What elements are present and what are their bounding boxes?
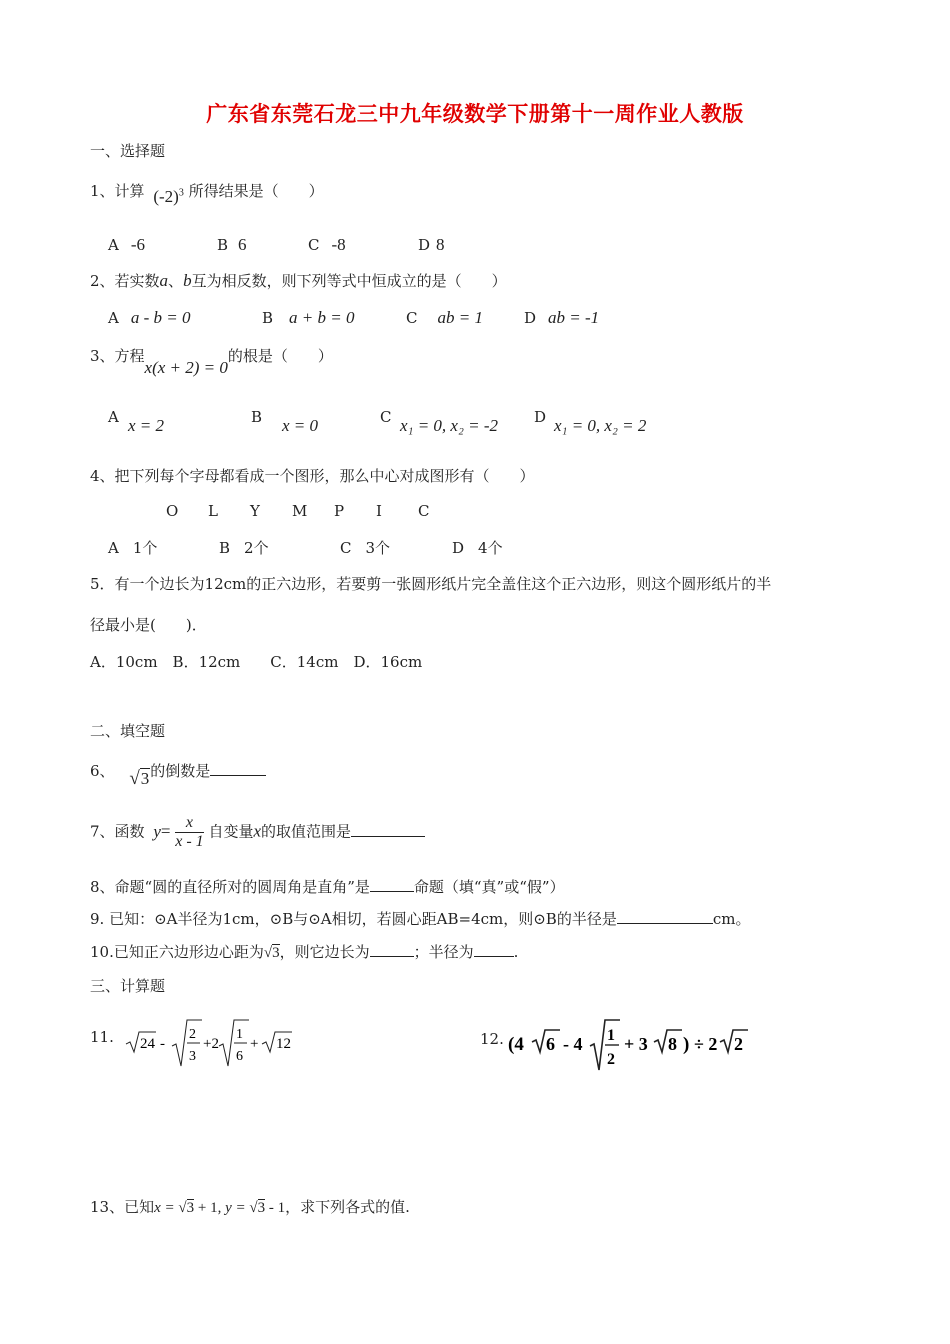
q11-minus: -	[160, 1036, 165, 1052]
q4-option-a: A 1个	[108, 539, 158, 557]
q12-r3: 2	[734, 1034, 743, 1054]
q7-fraction	[175, 814, 203, 851]
question-9	[90, 908, 750, 929]
q4-option-c: C 3个	[340, 539, 391, 557]
q10-radicand: 3	[272, 945, 280, 961]
q2-option-a: A a - b = 0	[108, 308, 191, 327]
q4-letter: C	[418, 502, 430, 520]
q4-letter: P	[334, 502, 345, 520]
q6-prefix: 6、	[90, 762, 115, 780]
q2-suffix: 互为相反数，则下列等式中恒成立的是（ ）	[191, 272, 507, 290]
question-3	[90, 345, 333, 377]
question-4: 4、把下列每个字母都看成一个图形，那么中心对成图形有（ ）	[90, 467, 535, 485]
q12-label: 12.	[480, 1030, 504, 1048]
q9-suffix: cm。	[712, 910, 751, 928]
q1-option-a: A -6	[108, 235, 146, 254]
q6-suffix: 的倒数是	[150, 762, 211, 780]
q10-sqrt: √3	[263, 945, 280, 961]
section-heading-fill: 二、填空题	[90, 722, 166, 740]
q3-option-b-label: B	[251, 408, 263, 426]
q4-letter: I	[376, 502, 382, 520]
q3-option-c-value: x₁ = 0, x₂ = -2	[400, 416, 499, 435]
q13-x: x =	[154, 1200, 179, 1216]
q7-y: y	[153, 821, 161, 841]
q12-open: (4	[508, 1034, 524, 1055]
question-10	[90, 941, 518, 962]
q7-numerator: x	[175, 814, 203, 833]
q11-label: 11.	[90, 1028, 114, 1046]
q2-option-b: B a + b = 0	[262, 308, 355, 327]
section-heading-calc: 三、计算题	[90, 977, 166, 995]
q11-radicand-24: 24	[140, 1036, 155, 1052]
q3-option-d-label: D	[534, 408, 547, 426]
q7-answer-blank[interactable]	[351, 822, 425, 837]
q7-suffix: 的取值范围是	[261, 822, 352, 841]
q7-denominator: x - 1	[175, 833, 204, 850]
q6-sqrt: √3	[129, 768, 150, 789]
q2-option-c: C ab = 1	[406, 308, 483, 327]
q9-prefix: 9. 已知：⊙A半径为1cm，⊙B与⊙A相切，若圆心距AB=4cm，则⊙B的半径是	[90, 910, 617, 928]
q3-option-c-label: C	[380, 408, 392, 426]
q3-option-a-value: x = 2	[128, 416, 165, 435]
q6-radicand: 3	[140, 769, 150, 788]
q3-option-b-value: x = 0	[282, 416, 319, 435]
q13-prefix: 13、已知	[90, 1198, 155, 1216]
q11-radicand-12: 12	[276, 1036, 291, 1052]
q4-letter: M	[292, 502, 308, 520]
q1-option-c: C -8	[308, 235, 346, 254]
q1-exponent: 3	[178, 187, 184, 199]
question-5-line-2: 径最小是( )．	[90, 616, 207, 634]
q12-r1: 6	[546, 1034, 555, 1054]
q13-r1: 3	[186, 1200, 195, 1216]
q4-option-d: D 4个	[452, 539, 503, 557]
q2-var-b: b	[183, 271, 192, 290]
q12-frac-num: 1	[607, 1027, 615, 1044]
q12-expression	[508, 1018, 758, 1074]
question-2	[90, 270, 507, 291]
q11-plus-2: +2	[203, 1036, 219, 1052]
q12-frac-den: 2	[607, 1051, 615, 1068]
q2-separator: 、	[168, 272, 184, 290]
question-1	[90, 180, 324, 206]
q1-suffix: 所得结果是（ ）	[188, 182, 324, 200]
q13-p2: - 1	[265, 1200, 286, 1216]
q1-base: (-2)	[153, 187, 179, 206]
q5-options: A．10cm B．12cm C．14cm D．16cm	[90, 653, 423, 671]
q12-minus4: - 4	[563, 1034, 583, 1054]
q3-option-d-value: x₁ = 0, x₂ = 2	[554, 416, 647, 435]
q11-frac2-den: 6	[236, 1049, 243, 1064]
q10-mid2: ；半径为	[413, 943, 474, 961]
q3-suffix: 的根是（ ）	[227, 347, 333, 365]
question-7	[90, 814, 425, 851]
q4-letter: O	[166, 502, 179, 520]
question-6	[90, 760, 266, 789]
question-13: 13、已知x = √3 + 1, y = √3 - 1，求下列各式的值.	[90, 1198, 410, 1216]
section-heading-choice: 一、选择题	[90, 142, 166, 160]
q1-prefix: 1、计算	[90, 182, 145, 200]
q1-option-d: D 8	[418, 235, 445, 254]
q10-suffix: .	[513, 943, 519, 961]
q10-mid: ，则它边长为	[279, 943, 370, 961]
q10-prefix: 10.已知正六边形边心距为	[90, 943, 264, 961]
q13-suffix: ，求下列各式的值.	[285, 1198, 410, 1216]
q12-plus3: + 3	[624, 1034, 648, 1054]
q7-eq: =	[160, 821, 171, 841]
q7-mid: 自变量	[208, 822, 254, 841]
q13-r2: 3	[257, 1200, 266, 1216]
q4-letter: Y	[250, 502, 260, 520]
q13-p1: + 1,	[194, 1200, 226, 1216]
q2-var-a: a	[159, 271, 169, 290]
q8-suffix: 命题（填“真”或“假”）	[413, 878, 565, 896]
q3-equation: x(x + 2) = 0	[144, 358, 228, 377]
q12-close: )	[683, 1034, 690, 1055]
q7-x: x	[253, 821, 262, 841]
q7-prefix: 7、函数	[90, 822, 145, 841]
q2-option-d: D ab = -1	[524, 308, 600, 327]
q2-prefix: 2、若实数	[90, 272, 160, 290]
question-8	[90, 876, 565, 897]
q11-frac1-den: 3	[189, 1049, 196, 1064]
q11-frac1-num: 2	[189, 1027, 196, 1042]
q1-option-b: B 6	[217, 235, 247, 254]
q8-prefix: 8、命题“圆的直径所对的圆周角是直角”是	[90, 878, 370, 896]
q11-plus: +	[250, 1036, 259, 1052]
q3-option-a-label: A	[108, 408, 119, 426]
q12-div2: ÷ 2	[694, 1034, 718, 1054]
q11-expression	[122, 1016, 312, 1072]
q11-frac2-num: 1	[236, 1027, 243, 1042]
q13-y: y =	[225, 1200, 250, 1216]
q10-radius-blank[interactable]	[474, 942, 514, 957]
q3-prefix: 3、方程	[90, 347, 145, 365]
q1-expression	[153, 187, 183, 206]
page-title: 广东省东莞石龙三中九年级数学下册第十一周作业人教版	[206, 102, 744, 126]
q9-answer-blank[interactable]	[617, 909, 713, 924]
q4-option-b: B 2个	[219, 539, 269, 557]
q12-r2: 8	[668, 1034, 677, 1054]
question-5-line-1: 5．有一个边长为12cm的正六边形，若要剪一张圆形纸片完全盖住这个正六边形，则这个圆形纸片的半	[90, 575, 772, 593]
q10-side-blank[interactable]	[370, 942, 414, 957]
q8-answer-blank[interactable]	[370, 877, 414, 892]
q4-letter: L	[208, 502, 218, 520]
q6-answer-blank[interactable]	[210, 761, 266, 776]
